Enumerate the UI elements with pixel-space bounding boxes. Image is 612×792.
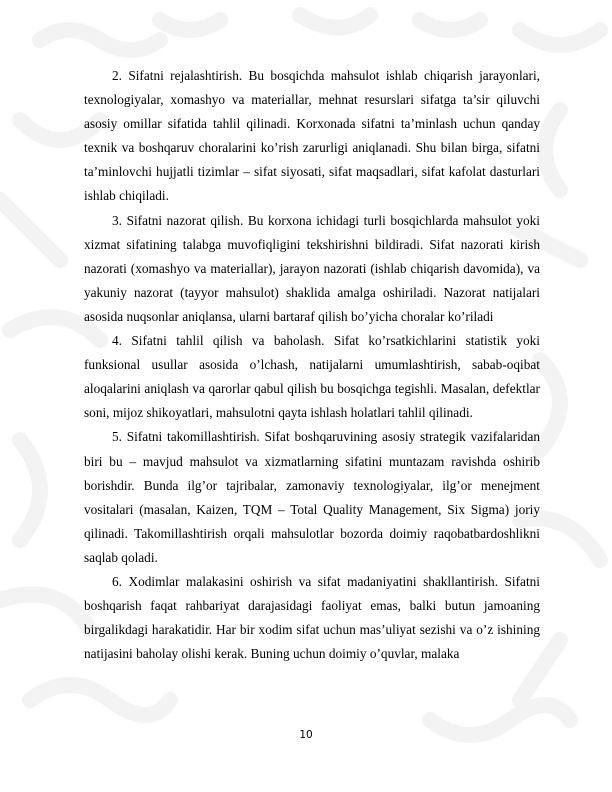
document-body	[84, 64, 540, 666]
paragraph-sifatni-rejalashtirish: 2. Sifatni rejalashtirish. Bu bosqichda mahsulot ishlab chiqarish jarayonlari, texnologiyalar, xomashyo va materiallar, mehnat resurslari sifatga ta’sir qiluvchi asosiy omillar sifatida tahlil qilinadi. Korxonada sifatni ta’minlash uchun qanday texnik va boshqaruv choralarini ko’rish zarurligi aniqlanadi. Shu bilan birga, sifatni ta’minlovchi hujjatli tizimlar – sifat siyosati, sifat maqsadlari, sifat kafolat dasturlari ishlab chiqiladi.	[84, 68, 540, 204]
paragraph-sifatni-tahlil-qilish: 4. Sifatni tahlil qilish va baholash. Sifat ko’rsatkichlarini statistik yoki funksional usullar asosida o’lchash, natijalarni umumlashtirish, sabab-oqibat aloqalarini aniqlash va qarorlar qabul qilish bu bosqichga tegishli. Masalan, defektlar soni, mijoz shikoyatlari, mahsulotni qayta ishlash holatlari tahlil qilinadi.	[84, 333, 540, 421]
paragraph-sifatni-takomillashtirish: 5. Sifatni takomillashtirish. Sifat boshqaruvining asosiy strategik vazifalaridan biri bu – mavjud mahsulot va xizmatlarning sifatini muntazam ravishda oshirib borishdir. Bunda ilg’or tajribalar, zamonaviy texnologiyalar, ilg’or menejment vositalari (masalan, Kaizen, TQM – Total Quality Management, Six Sigma) joriy qilinadi. Takomillashtirish orqali mahsulotlar bozorda doimiy raqobatbardoshlikni saqlab qoladi.	[84, 429, 540, 565]
paragraph-xodimlar-malakasi: 6. Xodimlar malakasini oshirish va sifat madaniyatini shakllantirish. Sifatni boshqarish faqat rahbariyat darajasidagi faoliyat emas, balki butun jamoaning birgalikdagi harakatidir. Har bir xodim sifat uchun mas’uliyat sezishi va o’z ishining natijasini baholay olishi kerak. Buning uchun doimiy o’quvlar, malaka	[84, 573, 540, 662]
paragraph-sifatni-nazorat-qilish: 3. Sifatni nazorat qilish. Bu korxona ichidagi turli bosqichlarda mahsulot yoki xizmat sifatining talabga muvofiqligini tekshirishni bildiradi. Sifat nazorati kirish nazorati (xomashyo va materiallar), jarayon nazorati (ishlab chiqarish davomida), va yakuniy nazorat (tayyor mahsulot) shaklida amalga oshiriladi. Nazorat natijalari asosida nuqsonlar aniqlansa, ularni bartaraf qilish bo’yicha choralar ko’riladi	[84, 212, 540, 324]
page-number: 10	[299, 729, 313, 741]
